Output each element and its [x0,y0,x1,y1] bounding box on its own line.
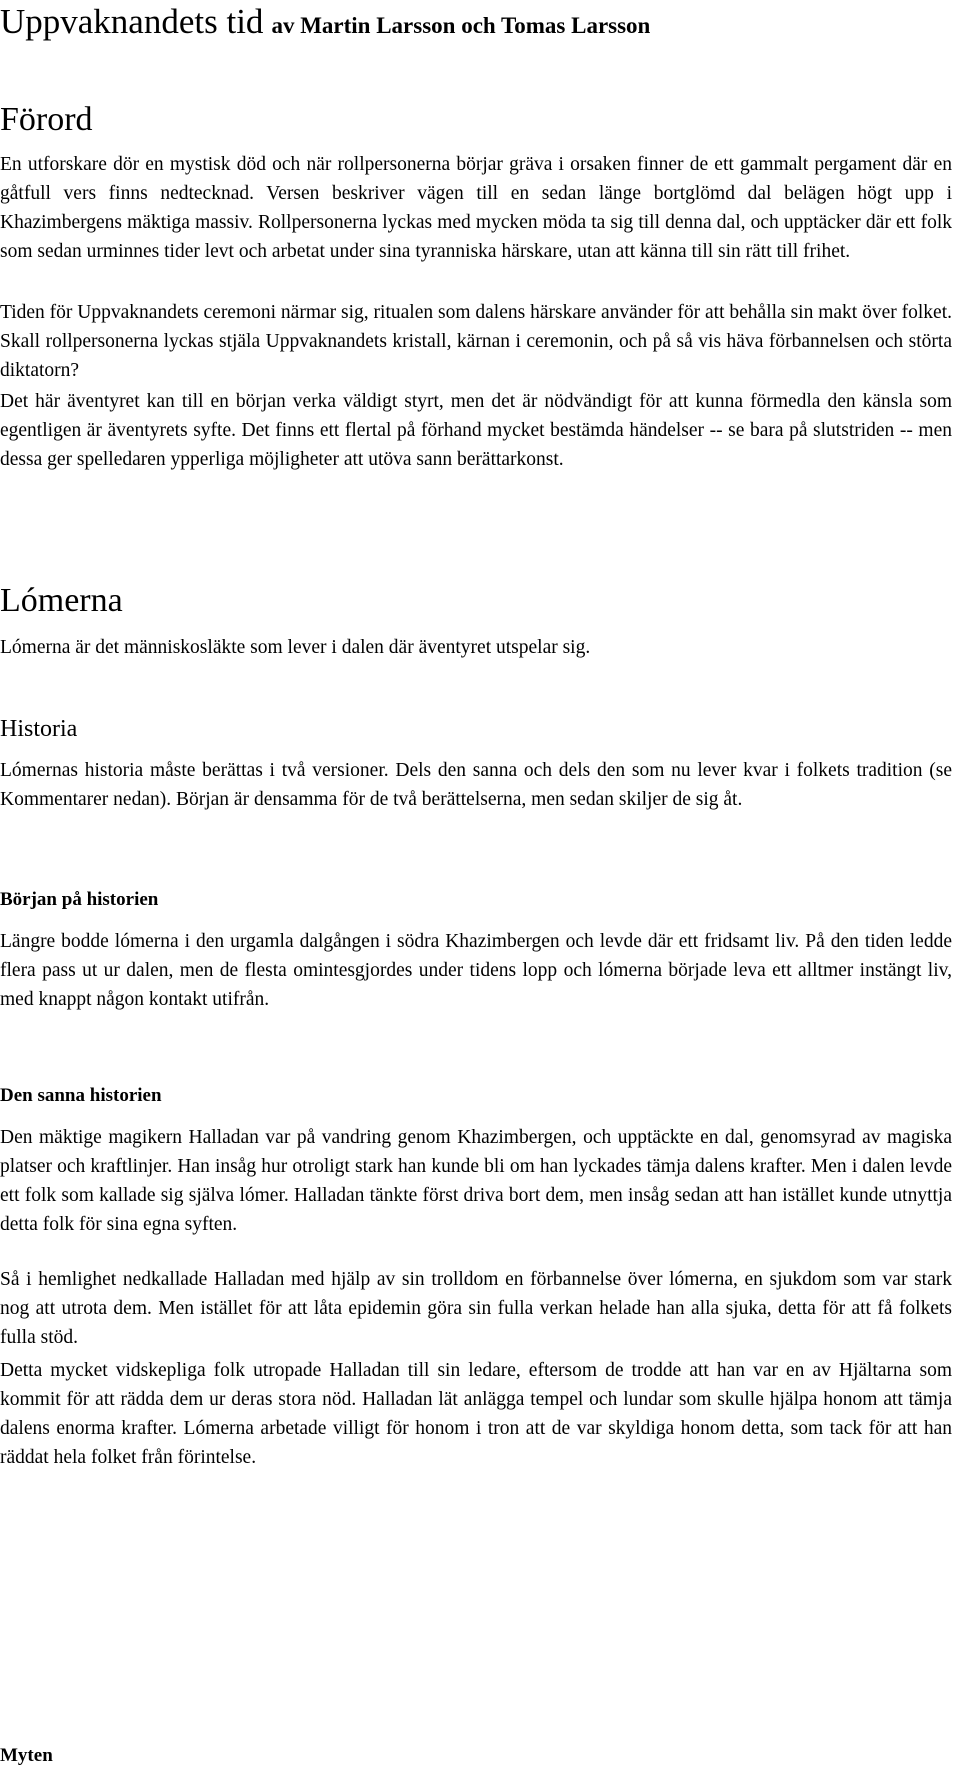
heading-lomerna: Lómerna [0,582,123,619]
title-text: Uppvaknandets tid [0,2,264,41]
document-title [0,2,650,46]
borjan-paragraph: Längre bodde lómerna i den urgamla dalgången i södra Khazimbergen och levde där ett fridsamt liv. På den tiden ledde flera pass ut ur dalen, men de flesta omintesgjordes under tidens lopp och lómerna började leva ett alltmer instängt liv, med knappt någon kontakt utifrån. [0,931,952,1010]
forord-paragraph-2: Tiden för Uppvaknandets ceremoni närmar sig, ritualen som dalens härskare använder för att behålla sin makt över folket. Skall rollpersonerna lyckas stjäla Uppvaknandets kristall, kärnan i ceremonin, och på så vis häva förbannelsen och störta diktatorn? [0,302,952,381]
author-byline: av Martin Larsson och Tomas Larsson [271,13,651,38]
lomerna-paragraph: Lómerna är det människosläkte som lever i dalen där äventyret utspelar sig. [0,637,591,658]
sanna-paragraph-2: Så i hemlighet nedkallade Halladan med hjälp av sin trolldom en förbannelse över lómerna, en sjukdom som var stark nog att utrota dem. Men istället för att låta epidemin göra sin fulla verkan helade han alla sjuka, detta för att få folkets fulla stöd. [0,1269,952,1348]
heading-forord: Förord [0,101,93,138]
sanna-paragraph-1: Den mäktige magikern Halladan var på vandring genom Khazimbergen, och upptäckte en dal, genomsyrad av magiska platser och kraftlinjer. Han insåg hur otroligt stark han kunde bli om han lyckades tämja dalens krafter. Men i dalen levde ett folk som kallade sig själva lómer. Halladan tänkte först driva bort dem, men insåg sedan att han istället kunde utnyttja detta folk för sina egna syften. [0,1127,952,1235]
historia-paragraph: Lómernas historia måste berättas i två versioner. Dels den sanna och dels den som nu lever kvar i folkets tradition (se Kommentarer nedan). Början är densamma för de två berättelserna, men sedan skiljer de sig åt. [0,760,952,810]
forord-paragraph-1: En utforskare dör en mystisk död och när rollpersonerna börjar gräva i orsaken finner de ett gammalt pergament där en gåtfull vers finns nedtecknad. Versen beskriver vägen till en sedan länge bortglömd dal belägen högt upp i Khazimbergens mäktiga massiv. Rollpersonerna lyckas med mycken möda ta sig till denna dal, och upptäcker där ett folk som sedan urminnes tider levt och arbetat under sina tyranniska härskare, utan att känna till sin rätt till frihet. [0,154,952,262]
heading-myten: Myten [0,1745,53,1766]
heading-sanna: Den sanna historien [0,1085,162,1106]
forord-paragraph-3: Det här äventyret kan till en början verka väldigt styrt, men det är nödvändigt för att kunna förmedla den känsla som egentligen är äventyrets syfte. Det finns ett flertal på förhand mycket bestämda händelser -- se bara på slutstriden -- men dessa ger spelledaren ypperliga möjligheter att utöva sann berättarkonst. [0,391,952,470]
sanna-paragraph-3: Detta mycket vidskepliga folk utropade Halladan till sin ledare, eftersom de trodde att han var en av Hjältarna som kommit för att rädda dem ur deras stora nöd. Halladan lät anlägga tempel och lundar som skulle hjälpa honom att tämja dalens enorma krafter. Lómerna arbetade villigt för honom i tron att de var skyldiga honom detta, som tack för att han räddat hela folket från förintelse. [0,1360,952,1468]
heading-borjan: Början på historien [0,889,159,910]
heading-historia: Historia [0,716,78,742]
